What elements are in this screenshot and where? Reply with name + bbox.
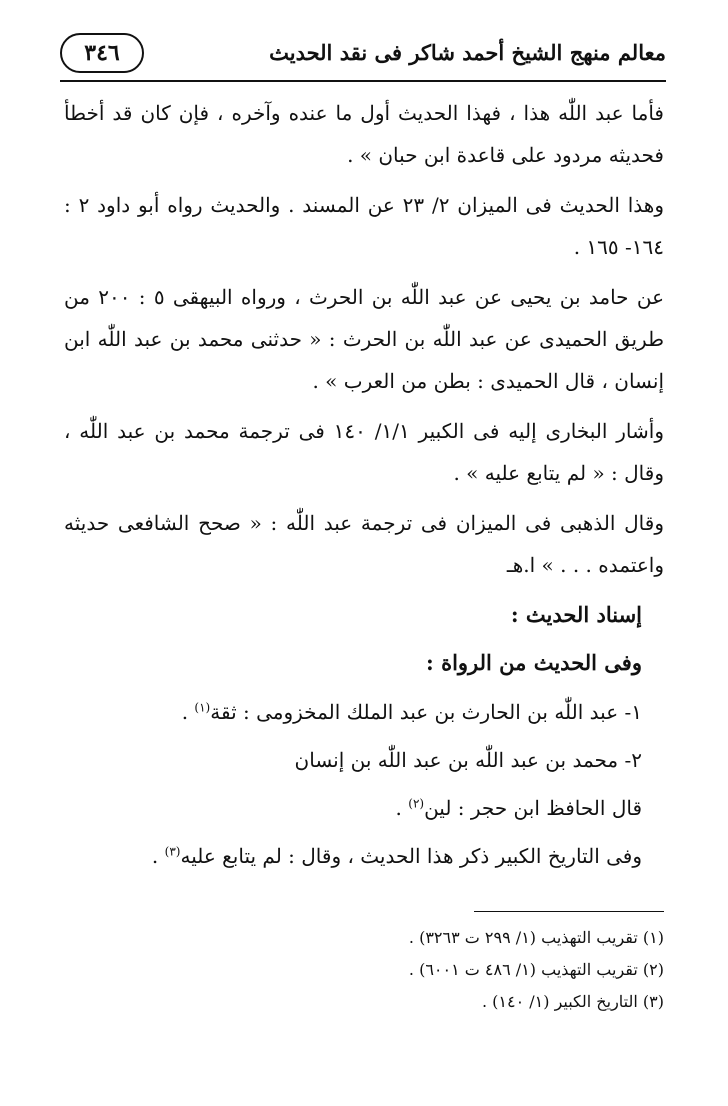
narrator-1-text: ١- عبد اللّٰه بن الحارث بن عبد الملك المخزومى : ثقة xyxy=(210,700,642,724)
footnote-3: (٣) التاريخ الكبير (١/ ١٤٠) . xyxy=(481,992,664,1011)
page-number-badge: ٣٤٦ xyxy=(60,33,144,73)
page-header xyxy=(60,30,666,82)
footnote-divider xyxy=(474,911,664,912)
narrator-item-2 xyxy=(64,738,664,782)
narrator-grade-text: قال الحافظ ابن حجر : لين xyxy=(424,796,642,820)
narrator-2-text: ٢- محمد بن عبد اللّٰه بن عبد اللّٰه بن إنسان xyxy=(294,748,642,772)
paragraph-5: وقال الذهبى فى الميزان فى ترجمة عبد اللّٰه : « صحح الشافعى حديثه واعتمده . . . » ا.هـ xyxy=(64,511,664,577)
paragraph-1: فأما عبد اللّٰه هذا ، فهذا الحديث أول ما عنده وآخره ، فإن كان قد أخطأ فحديثه مردود على قاعدة ابن حبان » . xyxy=(64,101,664,167)
footnote-1: (١) تقريب التهذيب (١/ ٢٩٩ ت ٣٢٦٣) . xyxy=(408,928,664,947)
running-title: معالم منهج الشيخ أحمد شاكر فى نقد الحديث xyxy=(269,40,666,65)
header-divider xyxy=(60,80,666,82)
paragraph-4: وأشار البخارى إليه فى الكبير ١/١/ ١٤٠ فى ترجمة محمد بن عبد اللّٰه ، وقال : « لم يتابع عليه » . xyxy=(64,419,664,485)
narrator-1-end: . xyxy=(181,700,195,724)
narrator-grade xyxy=(64,786,664,830)
paragraph-3: عن حامد بن يحيى عن عبد اللّٰه بن الحرث ، ورواه البيهقى ٥ : ٢٠٠ من طريق الحميدى عن عبد اللّٰه بن الحرث : « حدثنى محمد بن عبد اللّٰه ابن إنسان ، قال الحميدى : بطن من العرب » . xyxy=(64,285,665,393)
isnad-heading: إسناد الحديث : xyxy=(510,602,642,627)
narrators-heading: وفى الحديث من الرواة : xyxy=(426,650,642,675)
tarikh-note-text: وفى التاريخ الكبير ذكر هذا الحديث ، وقال : لم يتابع عليه xyxy=(180,844,642,868)
footnote-ref-3[interactable]: (٣) xyxy=(164,844,181,859)
footnotes xyxy=(64,922,664,1018)
footnote-2: (٢) تقريب التهذيب (١/ ٤٨٦ ت ٦٠٠١) . xyxy=(408,960,664,979)
tarikh-note-end: . xyxy=(151,844,165,868)
paragraph-2: وهذا الحديث فى الميزان ٢/ ٢٣ عن المسند . والحديث رواه أبو داود ٢ : ١٦٤- ١٦٥ . xyxy=(64,193,664,259)
footnote-ref-1[interactable]: (١) xyxy=(194,700,211,715)
footnote-ref-2[interactable]: (٢) xyxy=(408,796,425,811)
main-text xyxy=(64,92,664,882)
narrator-grade-end: . xyxy=(395,796,409,820)
tarikh-note xyxy=(64,834,664,878)
narrator-item-1 xyxy=(64,690,664,734)
